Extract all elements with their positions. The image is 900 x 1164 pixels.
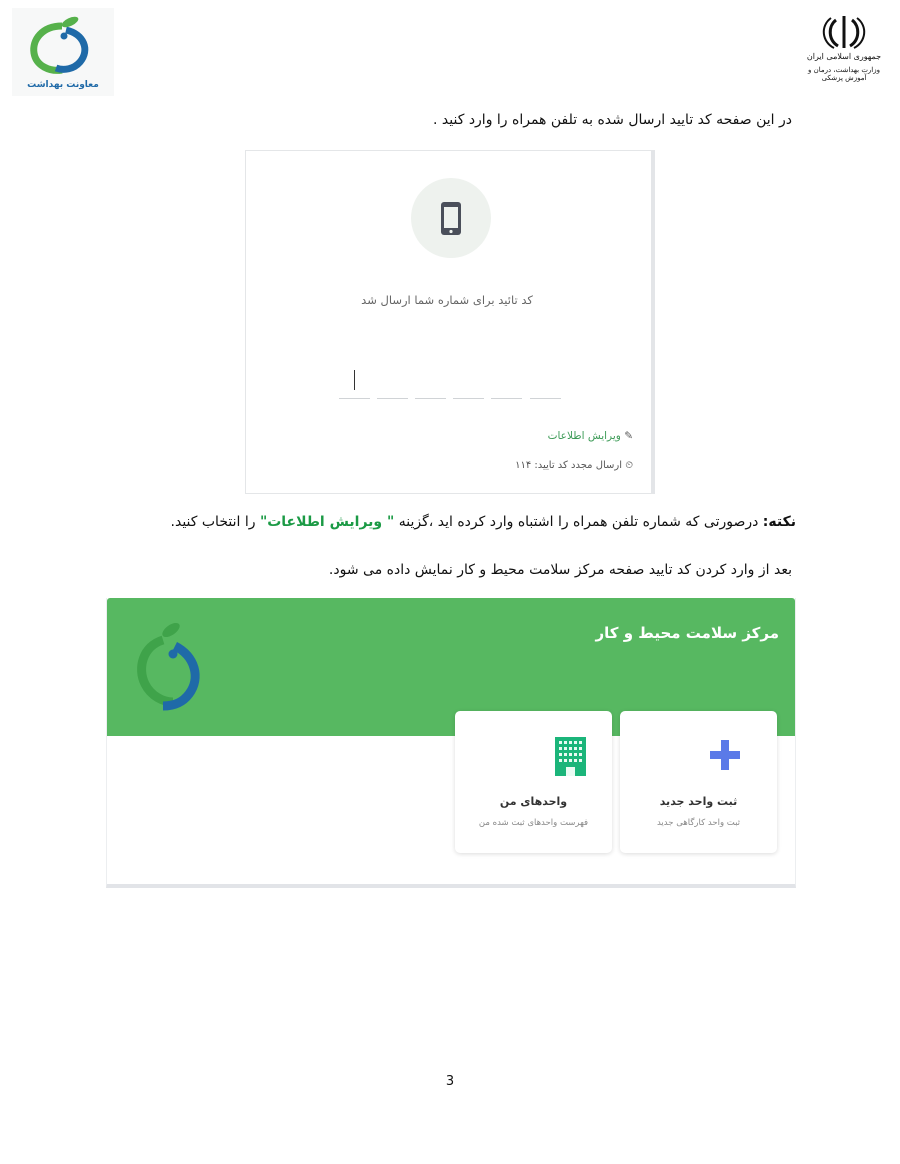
new-unit-title: ثبت واحد جدید xyxy=(659,795,738,808)
emblem-line1: جمهوری اسلامی ایران xyxy=(806,52,882,61)
edit-info-label: ویرایش اطلاعات xyxy=(547,430,621,442)
verification-message: کد تائید برای شماره شما ارسال شد xyxy=(361,293,533,307)
phone-icon-circle xyxy=(411,178,491,258)
note-text-before: درصورتی که شماره تلفن همراه را اشتباه وارد کرده اید ،گزینه xyxy=(394,514,763,530)
clock-icon: ⏲ xyxy=(625,460,633,471)
plus-icon xyxy=(620,733,777,777)
edit-info-link[interactable] xyxy=(548,430,633,442)
code-digit-input[interactable] xyxy=(339,398,370,399)
ministry-emblem xyxy=(798,12,890,84)
code-digit-input[interactable] xyxy=(377,398,408,399)
mobile-phone-icon xyxy=(411,178,491,258)
dashboard-logo xyxy=(129,620,209,712)
apple-logo-icon xyxy=(129,620,209,712)
health-deputy-logo xyxy=(12,8,114,96)
note-highlight: " ویرایش اطلاعات" xyxy=(259,514,395,530)
note-paragraph xyxy=(171,514,796,530)
code-digit-input[interactable] xyxy=(491,398,522,399)
building-icon xyxy=(455,733,612,777)
my-units-title: واحدهای من xyxy=(499,795,568,808)
resend-label: ارسال مجدد کد تایید: ۱۱۴ xyxy=(515,460,622,471)
resend-code xyxy=(515,460,633,471)
note-label: نکته: xyxy=(762,514,796,530)
iran-emblem-icon xyxy=(798,12,890,52)
new-unit-card[interactable] xyxy=(620,711,777,853)
after-verify-paragraph: بعد از وارد کردن کد تایید صفحه مرکز سلامت محیط و کار نمایش داده می شود. xyxy=(328,562,792,578)
emblem-line2: وزارت بهداشت، درمان و آموزش پزشکی xyxy=(807,66,881,82)
pencil-icon: ✎ xyxy=(624,430,633,442)
new-unit-subtitle: ثبت واحد کارگاهی جدید xyxy=(656,818,741,828)
my-units-subtitle: فهرست واحدهای ثبت شده من xyxy=(478,818,589,828)
dashboard-title: مرکز سلامت محیط و کار xyxy=(595,624,779,642)
apple-logo-icon xyxy=(12,8,114,80)
my-units-card[interactable] xyxy=(455,711,612,853)
code-digit-input[interactable] xyxy=(530,398,561,399)
note-text-after: را انتخاب کنید. xyxy=(170,514,260,530)
code-digit-input[interactable] xyxy=(453,398,484,399)
left-logo-text: معاونت بهداشت xyxy=(27,80,99,90)
text-cursor xyxy=(354,370,355,390)
dashboard-screenshot xyxy=(106,598,796,888)
code-digit-input[interactable] xyxy=(415,398,446,399)
page-number: 3 xyxy=(445,1074,455,1089)
instruction-paragraph: در این صفحه کد تایید ارسال شده به تلفن همراه را وارد کنید . xyxy=(433,112,792,128)
verification-screenshot xyxy=(245,150,655,494)
